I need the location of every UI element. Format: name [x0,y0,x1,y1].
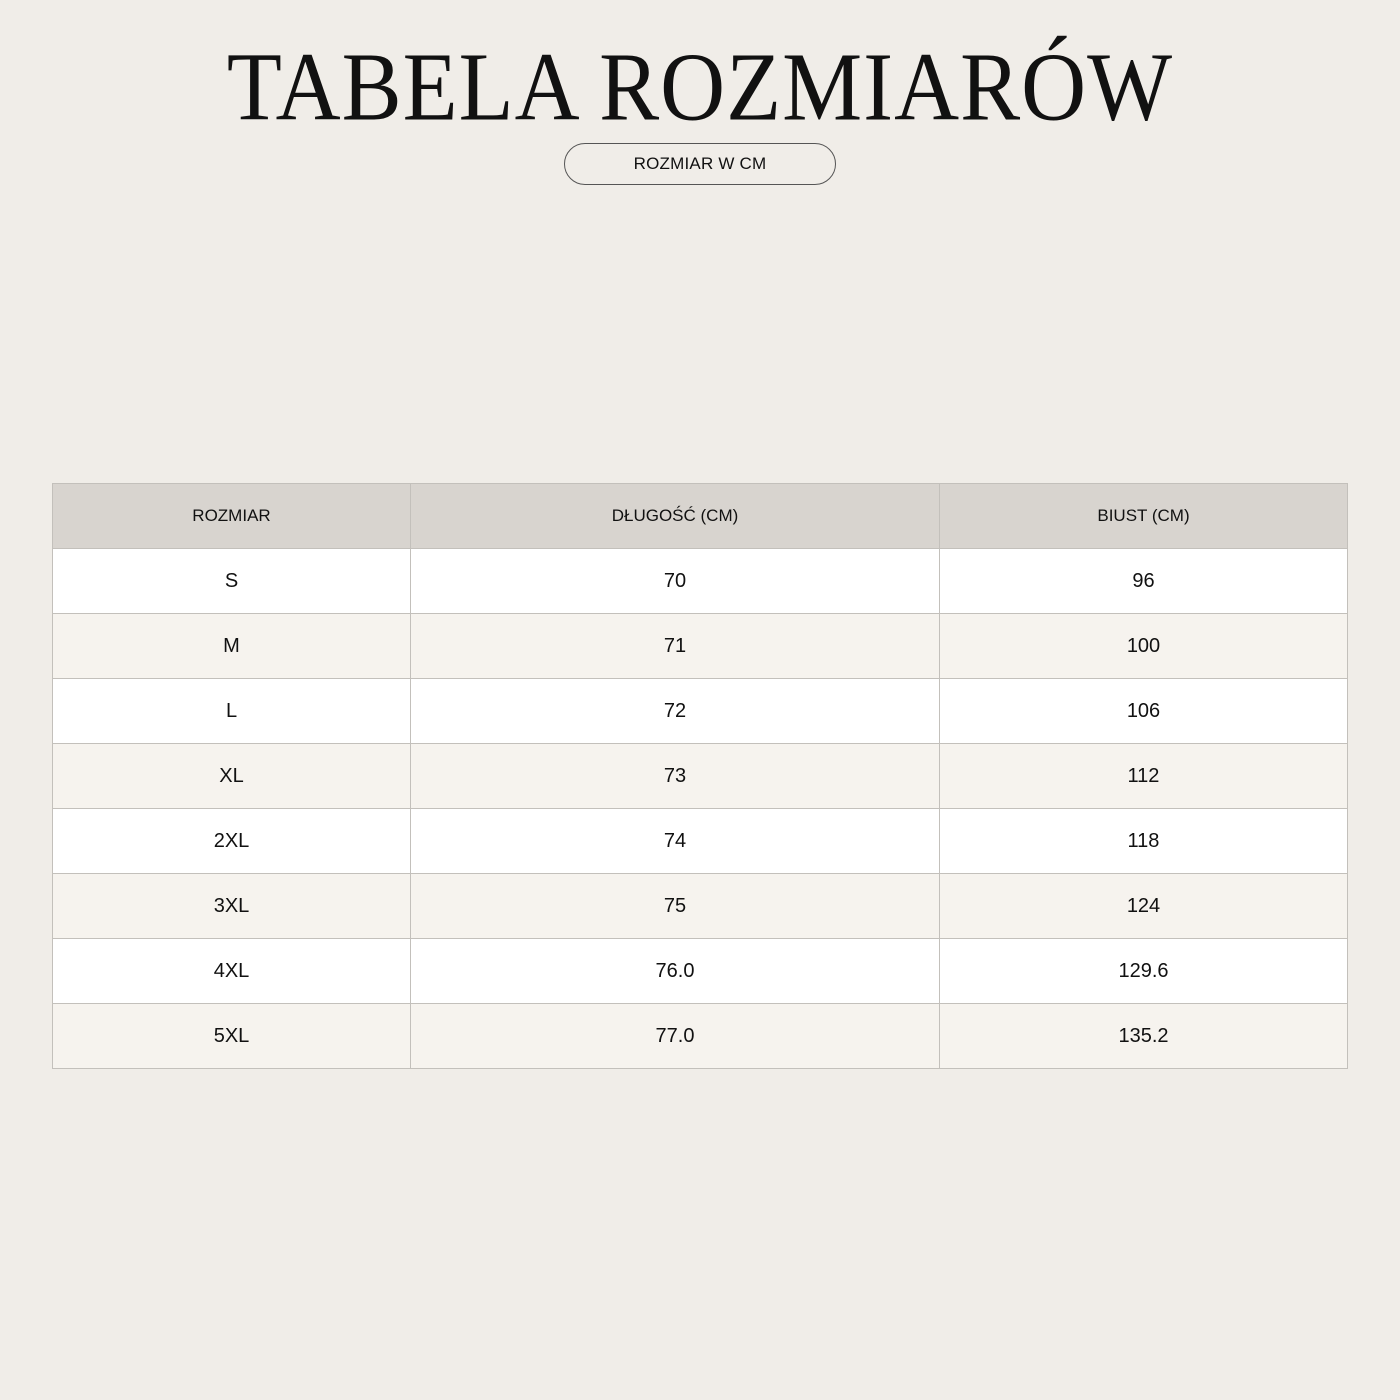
cell-length: 77.0 [411,1004,940,1069]
cell-size: 5XL [53,1004,411,1069]
cell-size: S [53,549,411,614]
column-header-bust: BIUST (CM) [940,484,1348,549]
cell-length: 76.0 [411,939,940,1004]
table-header-row [53,484,1348,549]
cell-size: 3XL [53,874,411,939]
cell-size: XL [53,744,411,809]
page-title: TABELA ROZMIARÓW [226,33,1174,141]
cell-bust: 129.6 [940,939,1348,1004]
column-header-size: ROZMIAR [53,484,411,549]
cell-length: 74 [411,809,940,874]
table-row [53,809,1348,874]
unit-badge: ROZMIAR W CM [564,143,836,185]
cell-size: 2XL [53,809,411,874]
table-row [53,744,1348,809]
cell-size: M [53,614,411,679]
cell-length: 70 [411,549,940,614]
cell-bust: 106 [940,679,1348,744]
cell-bust: 124 [940,874,1348,939]
table-row [53,614,1348,679]
size-table [52,483,1348,1069]
cell-bust: 96 [940,549,1348,614]
table-row [53,679,1348,744]
table-row [53,874,1348,939]
table-row [53,939,1348,1004]
table-row [53,1004,1348,1069]
table-row [53,549,1348,614]
cell-length: 73 [411,744,940,809]
column-header-length: DŁUGOŚĆ (CM) [411,484,940,549]
cell-bust: 118 [940,809,1348,874]
cell-length: 71 [411,614,940,679]
cell-bust: 135.2 [940,1004,1348,1069]
cell-length: 75 [411,874,940,939]
cell-size: L [53,679,411,744]
cell-bust: 100 [940,614,1348,679]
cell-bust: 112 [940,744,1348,809]
cell-size: 4XL [53,939,411,1004]
cell-length: 72 [411,679,940,744]
